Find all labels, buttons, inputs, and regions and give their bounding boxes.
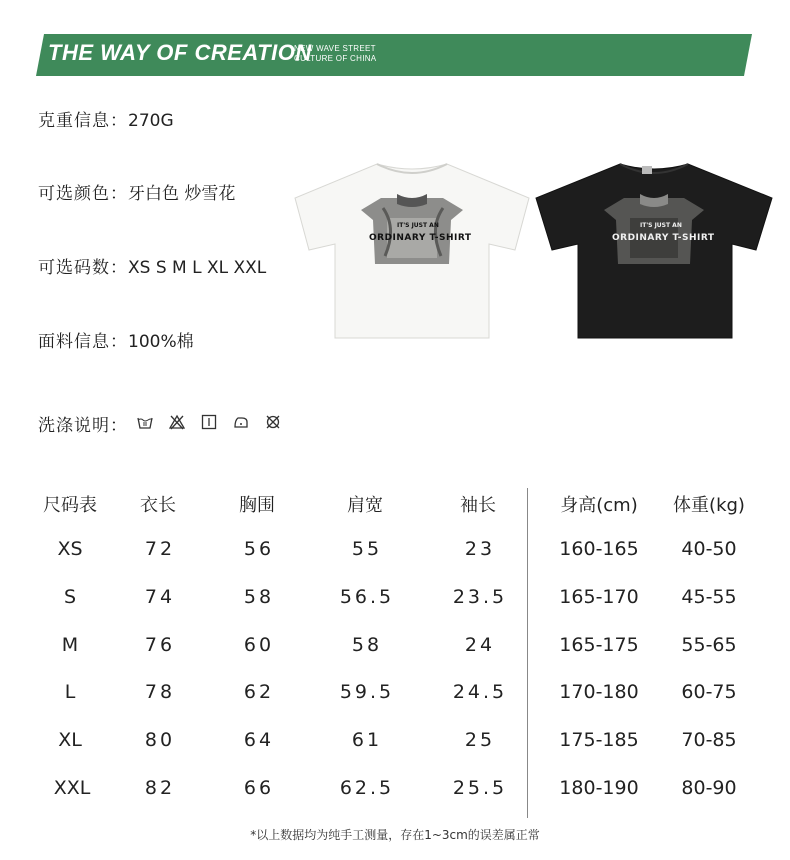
- banner-subtitle: [294, 44, 376, 64]
- cell-weight: 70-85: [681, 729, 737, 751]
- cell-height: 165-175: [559, 634, 639, 656]
- cell-shoulder: 61: [351, 729, 383, 751]
- size-info: [38, 253, 266, 278]
- white-tshirt-image: [293, 158, 531, 346]
- cell-height: 175-185: [559, 729, 639, 751]
- cell-size: L: [64, 681, 76, 703]
- banner-subtitle-line2: CULTURE OF CHINA: [294, 54, 377, 63]
- cell-height: 165-170: [559, 586, 639, 608]
- header-banner: [36, 34, 752, 76]
- banner-title: THE WAY OF CREATION: [48, 40, 312, 65]
- cell-shoulder: 55: [351, 538, 383, 560]
- cell-sleeve: 24: [464, 634, 496, 656]
- fabric-value: 100%棉: [128, 332, 194, 352]
- cell-chest: 62: [243, 681, 275, 703]
- cell-size: M: [61, 634, 79, 656]
- header-sleeve: 袖长: [460, 495, 496, 516]
- cell-weight: 45-55: [681, 586, 737, 608]
- cell-sleeve: 24.5: [452, 681, 508, 703]
- no-bleach-icon: [169, 414, 185, 430]
- cell-chest: 58: [243, 586, 275, 608]
- iron-icon: [233, 414, 249, 430]
- cell-height: 170-180: [559, 681, 639, 703]
- cell-sleeve: 25.5: [452, 777, 508, 799]
- cell-length: 76: [144, 634, 176, 656]
- cell-size: XL: [58, 729, 82, 751]
- cell-shoulder: 59.5: [339, 681, 395, 703]
- black-shirt-print-line2: ORDINARY T-SHIRT: [612, 233, 715, 243]
- cell-shoulder: 56.5: [339, 586, 395, 608]
- black-tshirt-image: [534, 158, 774, 346]
- care-info: [38, 411, 128, 436]
- cell-height: 180-190: [559, 777, 639, 799]
- black-shirt-print-line1: IT'S JUST AN: [640, 222, 682, 229]
- cell-sleeve: 23.5: [452, 586, 508, 608]
- cell-length: 80: [144, 729, 176, 751]
- weight-value: 270G: [128, 111, 174, 131]
- weight-label: 克重信息：: [38, 111, 128, 131]
- cell-chest: 64: [243, 729, 275, 751]
- cell-size: XXL: [53, 777, 91, 799]
- color-info: [38, 179, 235, 204]
- header-size: 尺码表: [43, 495, 97, 516]
- fabric-info: [38, 327, 194, 352]
- cell-sleeve: 23: [464, 538, 496, 560]
- care-icons: [137, 414, 281, 430]
- cell-shoulder: 58: [351, 634, 383, 656]
- size-value: XS S M L XL XXL: [128, 258, 267, 278]
- weight-info: [38, 106, 174, 131]
- cell-weight: 60-75: [681, 681, 737, 703]
- cell-weight: 55-65: [681, 634, 737, 656]
- measurement-footnote: *以上数据均为纯手工测量，存在1~3cm的误差属正常: [250, 828, 540, 842]
- white-shirt-print-line2: ORDINARY T-SHIRT: [369, 233, 472, 243]
- header-shoulder: 肩宽: [347, 495, 383, 516]
- hand-wash-icon: [137, 414, 153, 430]
- color-label: 可选颜色：: [38, 184, 128, 204]
- cell-size: XS: [57, 538, 83, 560]
- cell-size: S: [63, 586, 77, 608]
- cell-length: 72: [144, 538, 176, 560]
- cell-length: 78: [144, 681, 176, 703]
- header-height: 身高(cm): [560, 495, 638, 516]
- white-shirt-print-line1: IT'S JUST AN: [397, 222, 439, 229]
- cell-sleeve: 25: [464, 729, 496, 751]
- care-label: 洗涤说明：: [38, 416, 128, 436]
- cell-length: 74: [144, 586, 176, 608]
- cell-chest: 56: [243, 538, 275, 560]
- table-divider: [527, 488, 528, 818]
- header-weight: 体重(kg): [673, 495, 745, 516]
- banner-subtitle-line1: NEW WAVE STREET: [294, 44, 376, 53]
- size-label: 可选码数：: [38, 258, 128, 278]
- cell-chest: 60: [243, 634, 275, 656]
- header-chest: 胸围: [239, 495, 275, 516]
- tumble-dry-icon: [201, 414, 217, 430]
- cell-length: 82: [144, 777, 176, 799]
- color-value: 牙白色 炒雪花: [128, 184, 236, 204]
- cell-shoulder: 62.5: [339, 777, 395, 799]
- cell-height: 160-165: [559, 538, 639, 560]
- cell-weight: 80-90: [681, 777, 737, 799]
- cell-chest: 66: [243, 777, 275, 799]
- no-dry-clean-icon: [265, 414, 281, 430]
- fabric-label: 面料信息：: [38, 332, 128, 352]
- cell-weight: 40-50: [681, 538, 737, 560]
- header-length: 衣长: [140, 495, 176, 516]
